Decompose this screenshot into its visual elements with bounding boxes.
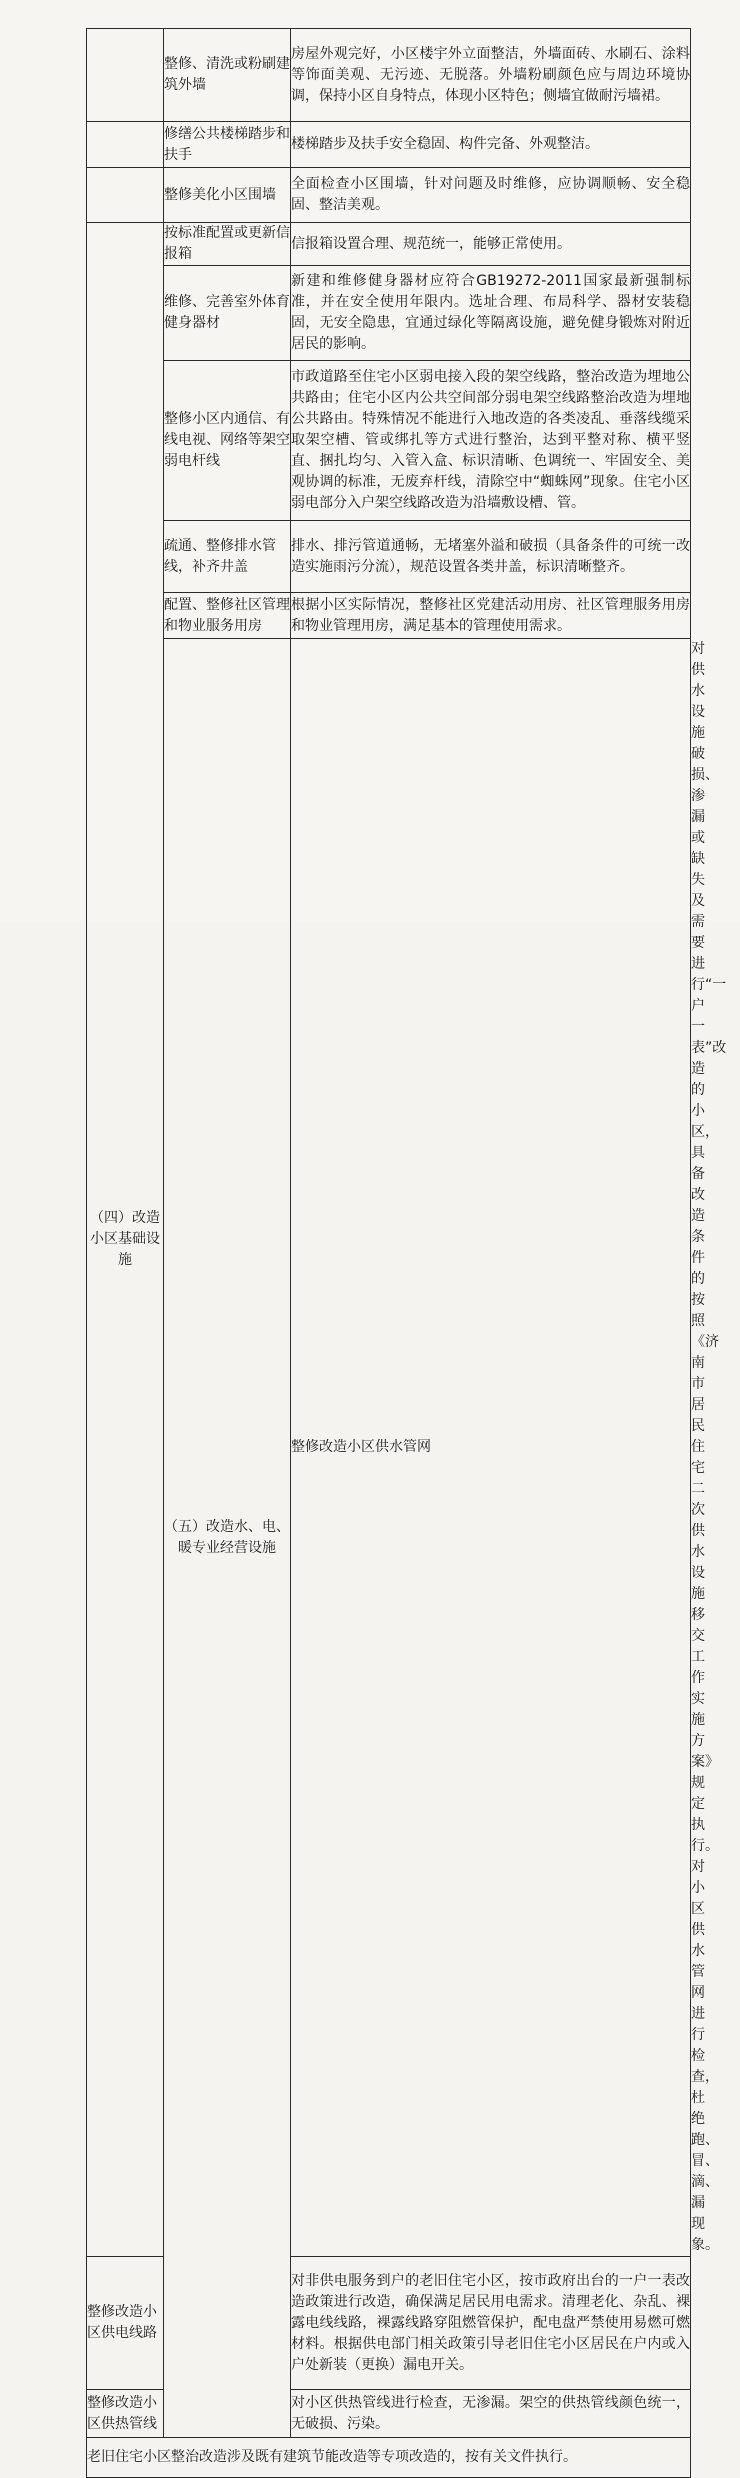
table-row: （五）改造水、电、暖专业经营设施 整修改造小区供水管网 对供水设施破损、渗漏或缺失及需要进行“一户一表”改造的小区，具备改造条件的按照《济南市居民住宅二次供水设施移交工作实施方案》规定执行。对小区供水管网进行检查，杜绝跑、冒、滴、漏现象。 xyxy=(87,639,691,2257)
item-cell: 整修改造小区供电线路 xyxy=(87,2257,164,2390)
table-row xyxy=(87,361,691,521)
standard-cell: 对小区供热管线进行检查，无渗漏。架空的供热管线颜色统一，无破损、污染。 xyxy=(291,2390,691,2438)
table-row xyxy=(87,2438,691,2478)
standard-cell: 市政道路至住宅小区弱电接入段的架空线路，整治改造为埋地公共路由；住宅小区内公共空间部分弱电架空线路整治改造为埋地公共路由。特殊情况不能进行入地改造的各类凌乱、垂落线缆采取架空槽、管或绑扎等方式进行整治，达到平整对称、横平竖直、捆扎均匀、入管入盒、标识清晰、色调统一、牢固安全、美观协调的标准，无废弃杆线，清除空中“蜘蛛网”现象。住宅小区弱电部分入户架空线路改造为沿墙敷设槽、管。 xyxy=(291,361,691,521)
item-cell: 修缮公共楼梯踏步和扶手 xyxy=(164,122,291,168)
category-cell-blank xyxy=(87,29,164,122)
item-cell: 按标准配置或更新信报箱 xyxy=(164,223,291,266)
standard-cell: 对非供电服务到户的老旧住宅小区，按市政府出台的一户一表改造政策进行改造，确保满足居民用电需求。清理老化、杂乱、裸露电线线路，裸露线路穿阻燃管保护，配电盘严禁使用易燃可燃材料。根据供电部门相关政策引导老旧住宅小区居民在户内或入户处新装（更换）漏电开关。 xyxy=(291,2257,691,2390)
table-row xyxy=(87,223,691,266)
table-row xyxy=(87,168,691,223)
item-cell: 整修、清洗或粉刷建筑外墙 xyxy=(164,29,291,122)
category-cell: （四）改造小区基础设施 xyxy=(87,223,164,2257)
table-row xyxy=(87,593,691,639)
standard-cell: 全面检查小区围墙，针对问题及时维修，应协调顺畅、安全稳固、整洁美观。 xyxy=(291,168,691,223)
category-cell-blank xyxy=(87,122,164,168)
table-row xyxy=(87,521,691,593)
item-cell: 维修、完善室外体育健身器材 xyxy=(164,266,291,361)
item-cell: 整修小区内通信、有线电视、网络等架空弱电杆线 xyxy=(164,361,291,521)
standard-cell: 楼梯踏步及扶手安全稳固、构件完备、外观整洁。 xyxy=(291,122,691,168)
category-cell-blank xyxy=(87,168,164,223)
standard-cell: 信报箱设置合理、规范统一，能够正常使用。 xyxy=(291,223,691,266)
standard-cell: 根据小区实际情况，整修社区党建活动用房、社区管理服务用房和物业管理用房，满足基本的管理使用需求。 xyxy=(291,593,691,639)
table-row xyxy=(87,266,691,361)
item-cell: 配置、整修社区管理和物业服务用房 xyxy=(164,593,291,639)
table-row xyxy=(87,122,691,168)
item-cell: 整修改造小区供热管线 xyxy=(87,2390,164,2438)
category-cell: （五）改造水、电、暖专业经营设施 xyxy=(164,639,291,2438)
item-cell: 整修美化小区围墙 xyxy=(164,168,291,223)
item-cell: 疏通、整修排水管线，补齐井盖 xyxy=(164,521,291,593)
footer-note: 老旧住宅小区整治改造涉及既有建筑节能改造等专项改造的，按有关文件执行。 xyxy=(87,2438,691,2478)
standard-cell: 新建和维修健身器材应符合GB19272-2011国家最新强制标准，并在安全使用年限内。选址合理、布局科学、器材安装稳固，无安全隐患，宜通过绿化等隔离设施，避免健身锻炼对附近居民的影响。 xyxy=(291,266,691,361)
table-row xyxy=(87,29,691,122)
standard-cell: 房屋外观完好，小区楼宇外立面整洁，外墙面砖、水刷石、涂料等饰面美观、无污迹、无脱落。外墙粉刷颜色应与周边环境协调，保持小区自身特点，体现小区特色；侧墙宜做耐污墙裙。 xyxy=(291,29,691,122)
item-cell: 整修改造小区供水管网 xyxy=(291,639,691,2257)
standard-cell: 排水、排污管道通畅，无堵塞外溢和破损（具备条件的可统一改造实施雨污分流），规范设置各类井盖，标识清晰整齐。 xyxy=(291,521,691,593)
renovation-standards-table xyxy=(86,28,727,2478)
